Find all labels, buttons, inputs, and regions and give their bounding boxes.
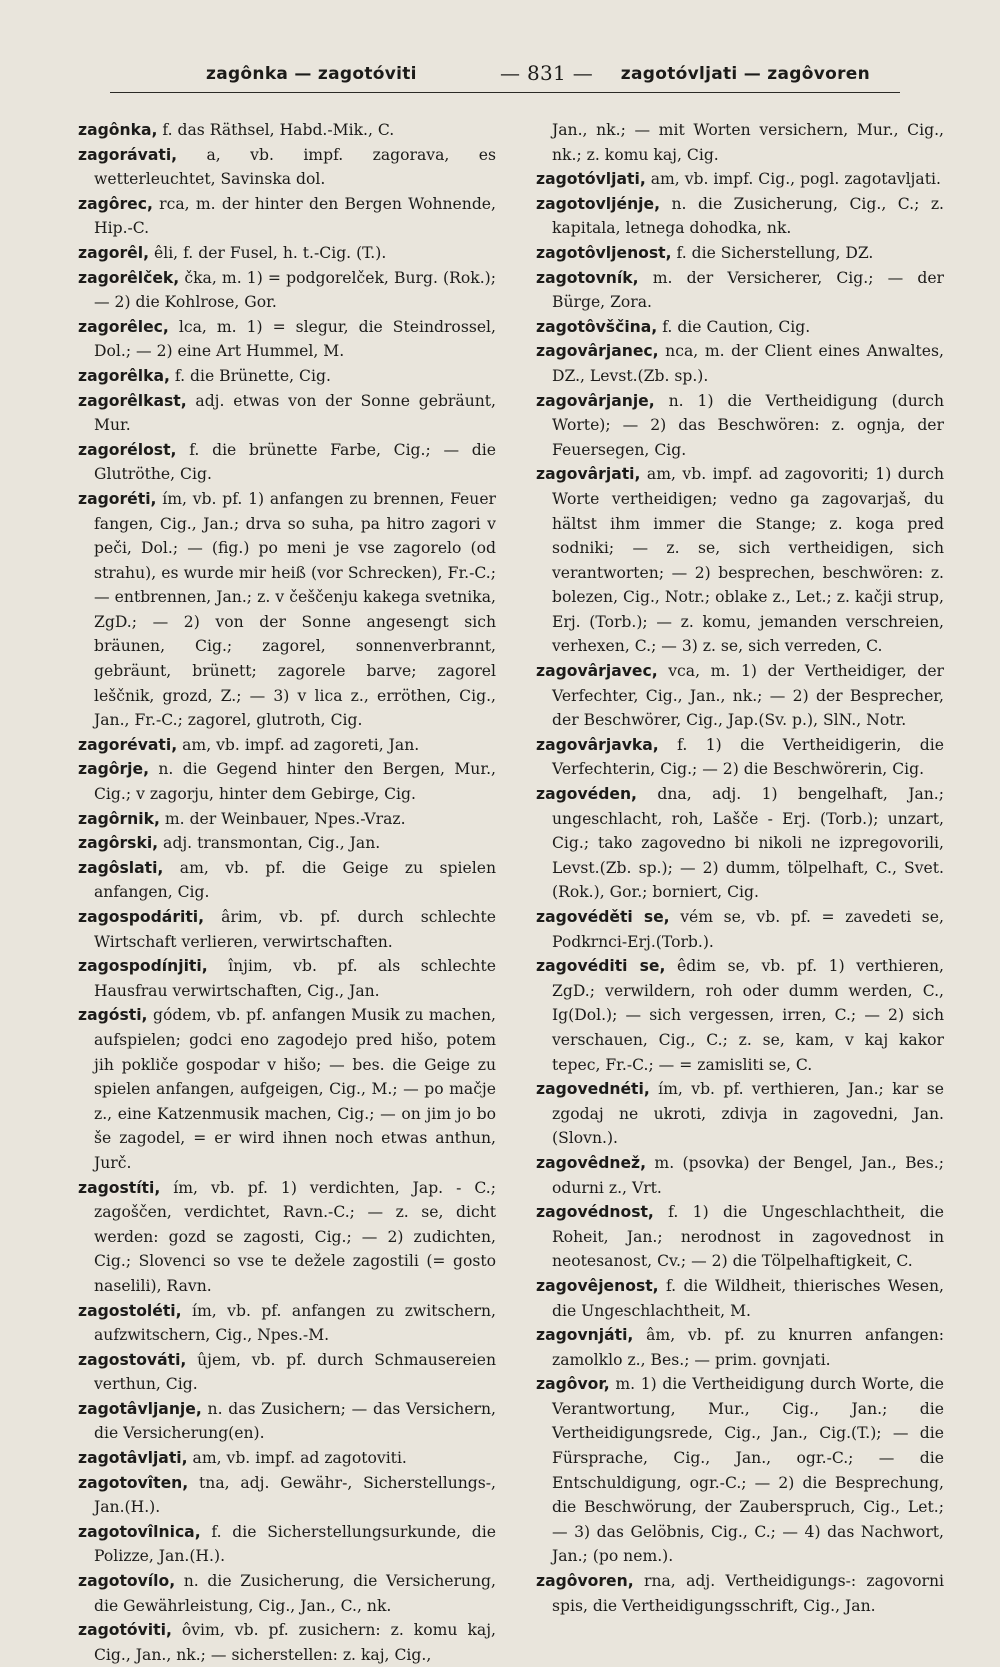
entry-definition: tna, adj. Gewähr-, Sicherstellungs-, Jan.(H.). <box>94 1473 496 1517</box>
entry-headword: zagorêlka, <box>78 366 170 385</box>
entry-definition: dna, adj. 1) bengelhaft, Jan.; ungeschlacht, roh, Lašče - Erj. (Torb.); unzart, Cig.; tako zagovedno bi nikoli ne izpregovorili, Levst.(Zb. sp.); — 2) dumm, tölpelhaft, C., Svet.(Rok.), Gor.; borniert, Cig. <box>552 785 944 902</box>
entry-headword: zagôrski, <box>78 834 159 853</box>
header-left-guide-words: zagônka — zagotóviti <box>206 64 417 84</box>
dictionary-entry <box>536 733 944 782</box>
dictionary-entry <box>78 1520 496 1569</box>
entry-headword: zagotôvljenost, <box>536 243 672 262</box>
right-column <box>536 118 944 1618</box>
dictionary-entry <box>78 1446 496 1471</box>
entry-definition: n. die Zusicherung, Cig., C.; z. kapitala, letnega dohodka, nk. <box>552 194 944 238</box>
entry-headword: zagôvoren, <box>536 1572 634 1591</box>
entry-headword: zagostováti, <box>78 1350 187 1369</box>
entry-headword: zagorêl, <box>78 243 150 262</box>
entry-headword: zagovédnost, <box>536 1203 654 1222</box>
dictionary-entry <box>78 266 496 315</box>
entry-definition: f. 1) die Vertheidigerin, die Verfechterin, Cig.; — 2) die Beschwörerin, Cig. <box>552 735 944 779</box>
dictionary-entry <box>536 167 944 192</box>
entry-definition: f. das Räthsel, Habd.-Mik., C. <box>157 121 395 139</box>
entry-headword: zagôrec, <box>78 194 153 213</box>
entry-headword: zagôvor, <box>536 1375 610 1394</box>
entry-definition: n. das Zusichern; — das Versichern, die Versicherung(en). <box>94 1399 496 1443</box>
dictionary-entry <box>536 1323 944 1372</box>
entry-headword: zagôslati, <box>78 858 164 877</box>
dictionary-entry <box>536 1274 944 1323</box>
entry-headword: zagotovník, <box>536 268 639 287</box>
entry-definition: ím, vb. pf. 1) anfangen zu brennen, Feuer fangen, Cig., Jan.; drva so suha, pa hitro zagori v peči, Dol.; — (fig.) po meni je vse zagorelo (od strahu), es wurde mir heiß (vor Schrecken), Fr.-C.; — entbrennen, Jan.; z. v češčenju kakega svetnika, ZgD.; — 2) von der Sonne angesengt sich bräunen, Cig.; zagorel, sonnenverbrannt, gebräunt, brünett; zagorele barve; zagorel leščnik, grozd, Z.; — 3) v lica z., erröthen, Cig., Jan., Fr.-C.; zagorel, glutroth, Cig. <box>94 489 496 730</box>
dictionary-entry <box>536 1200 944 1274</box>
entry-headword: zagôrnik, <box>78 809 160 828</box>
dictionary-entry <box>78 757 496 806</box>
entry-definition: am, vb. impf. ad zagotoviti. <box>187 1449 407 1468</box>
entry-definition: adj. etwas von der Sonne gebräunt, Mur. <box>94 391 496 435</box>
dictionary-entry <box>78 1397 496 1446</box>
entry-headword: zagotovílo, <box>78 1572 176 1591</box>
entry-definition: êli, f. der Fusel, h. t.-Cig. (T.). <box>149 243 387 262</box>
entry-headword: zagorêlec, <box>78 317 169 336</box>
entry-definition: am, vb. impf. Cig., pogl. zagotavljati. <box>645 170 941 189</box>
entry-definition: f. die brünette Farbe, Cig.; — die Glutröthe, Cig. <box>94 440 496 484</box>
dictionary-entry <box>78 143 496 192</box>
entry-headword: zagotovîten, <box>78 1473 189 1492</box>
dictionary-entry <box>78 954 496 1003</box>
entry-definition: f. die Sicherstellungsurkunde, die Polizze, Jan.(H.). <box>94 1522 496 1566</box>
dictionary-entry <box>78 241 496 266</box>
dictionary-entry <box>78 389 496 438</box>
dictionary-entry <box>536 315 944 340</box>
entry-headword: zagorávati, <box>78 145 178 164</box>
page-number: — 831 — <box>500 61 593 85</box>
dictionary-entry <box>536 462 944 659</box>
entry-headword: zagotóviti, <box>78 1621 172 1640</box>
entry-definition: lca, m. 1) = slegur, die Steindrossel, Dol.; — 2) eine Art Hummel, M. <box>94 317 496 361</box>
entry-definition: ôvim, vb. pf. zusichern: z. komu kaj, Cig., Jan., nk.; — sicherstellen: z. kaj, Cig., <box>94 1621 496 1664</box>
entry-headword: zagovéděti se, <box>536 908 670 926</box>
entry-definition: âm, vb. pf. zu knurren anfangen: zamolklo z., Bes.; — prim. govnjati. <box>552 1326 944 1369</box>
dictionary-entry <box>78 1618 496 1667</box>
entry-headword: zagovârjati, <box>536 465 641 484</box>
dictionary-entry <box>536 266 944 315</box>
entry-headword: zagotovîlnica, <box>78 1522 201 1541</box>
dictionary-entry <box>536 905 944 954</box>
entry-headword: zagovednéti, <box>536 1080 650 1099</box>
entry-headword: zagovârjanje, <box>536 391 655 410</box>
dictionary-entry <box>78 831 496 856</box>
dictionary-entry <box>536 339 944 388</box>
entry-headword: zagovéden, <box>536 785 637 804</box>
left-column <box>78 118 496 1667</box>
dictionary-entry <box>536 389 944 463</box>
dictionary-entry <box>78 487 496 733</box>
entry-definition: f. die Wildheit, thierisches Wesen, die Ungeschlachtheit, M. <box>552 1276 944 1320</box>
entry-definition: n. 1) die Vertheidigung (durch Worte); — 2) das Beschwören: z. ognja, der Feuersegen, Cig. <box>552 391 944 459</box>
entry-headword: zagôrje, <box>78 760 150 779</box>
dictionary-entry <box>78 438 496 487</box>
entry-definition: ím, vb. pf. verthieren, Jan.; kar se zgodaj ne ukroti, zdivja in zagovedni, Jan.(Slovn.). <box>552 1080 944 1148</box>
entry-definition: m. der Versicherer, Cig.; — der Bürge, Zora. <box>552 268 944 312</box>
dictionary-entry <box>78 1348 496 1397</box>
entry-headword: zagotâvljati, <box>78 1449 188 1468</box>
entry-headword: zagostoléti, <box>78 1301 182 1320</box>
dictionary-entry <box>78 118 496 143</box>
entry-definition: am, vb. pf. die Geige zu spielen anfangen, Cig. <box>94 858 496 902</box>
entry-definition: a, vb. impf. zagorava, es wetterleuchtet, Savinska dol. <box>94 145 496 189</box>
entry-headword: zagovârjavec, <box>536 662 658 681</box>
entry-definition: ârim, vb. pf. durch schlechte Wirtschaft verlieren, verwirtschaften. <box>94 908 496 951</box>
dictionary-entry <box>536 1372 944 1569</box>
entry-headword: zagorêlček, <box>78 268 180 287</box>
entry-definition: vca, m. 1) der Vertheidiger, der Verfechter, Cig., Jan., nk.; — 2) der Besprecher, der Beschwörer, Cig., Jap.(Sv. p.), SlN., Notr. <box>552 662 944 730</box>
dictionary-entry <box>78 1176 496 1299</box>
entry-definition: rna, adj. Vertheidigungs-: zagovorni spis, die Vertheidigungsschrift, Cig., Jan. <box>552 1572 944 1615</box>
running-head <box>110 58 900 93</box>
entry-definition: f. die Sicherstellung, DZ. <box>671 243 874 262</box>
entry-definition: nca, m. der Client eines Anwaltes, DZ., Levst.(Zb. sp.). <box>552 342 944 385</box>
entry-definition: ím, vb. pf. 1) verdichten, Jap. - C.; zagoščen, verdichtet, Ravn.-C.; — z. se, dicht werden: gozd se zagosti, Cig.; — 2) zudichten, Cig.; Slovenci so vse te dežele zagostili (= gosto naselili), Ravn. <box>94 1178 496 1295</box>
dictionary-entry <box>536 659 944 733</box>
dictionary-entry <box>78 315 496 364</box>
entry-headword: zagotâvljanje, <box>78 1399 202 1418</box>
entry-headword: zagotôvščina, <box>536 317 658 336</box>
dictionary-entry <box>78 364 496 389</box>
dictionary-entry <box>536 1569 944 1618</box>
entry-definition: rca, m. der hinter den Bergen Wohnende, Hip.-C. <box>94 194 496 238</box>
entry-definition: êdim se, vb. pf. 1) verthieren, ZgD.; verwildern, roh oder dumm werden, C., Ig(Dol.); — sich vergessen, irren, C.; — 2) sich verschauen, Cig., C.; z. se, kam, v kaj kakor tepec, Fr.-C.; — = zamisliti se, C. <box>552 957 945 1074</box>
dictionary-entry <box>78 1471 496 1520</box>
entry-headword: zagovârjanec, <box>536 342 659 361</box>
entry-headword: zagorévati, <box>78 735 178 754</box>
entry-definition: m. (psovka) der Bengel, Jan., Bes.; odurni z., Vrt. <box>552 1153 944 1197</box>
dictionary-entry <box>536 954 944 1077</box>
dictionary-entry <box>536 192 944 241</box>
entry-definition: f. 1) die Ungeschlachtheit, die Roheit, Jan.; nerodnost in zagovednost in neotesanost, Cv.; — 2) die Tölpelhaftigkeit, C. <box>552 1203 944 1271</box>
dictionary-entry <box>78 807 496 832</box>
entry-definition: f. die Caution, Cig. <box>657 317 811 336</box>
entry-definition: înjim, vb. pf. als schlechte Hausfrau verwirtschaften, Cig., Jan. <box>94 957 496 1000</box>
dictionary-entry <box>536 782 944 905</box>
entry-definition: am, vb. impf. ad zagovoriti; 1) durch Worte vertheidigen; vedno ga zagovarjaš, du hältst ihm immer die Stange; z. koga pred sodniki; — z. se, sich vertheidigen, sich verantworten; — 2) besprechen, beschwören: z. bolezen, Cig., Notr.; oblake z., Let.; z. kačji strup, Erj. (Torb.); — z. komu, jemanden verschreien, verhexen, C.; — 3) z. se, sich verreden, C. <box>552 465 944 656</box>
entry-definition: čka, m. 1) = podgorelček, Burg. (Rok.); — 2) die Kohlrose, Gor. <box>94 268 496 312</box>
dictionary-entry <box>536 1151 944 1200</box>
dictionary-entry <box>78 856 496 905</box>
entry-definition: vém se, vb. pf. = zavedeti se, Podkrnci-Erj.(Torb.). <box>552 908 944 951</box>
entry-definition: am, vb. impf. ad zagoreti, Jan. <box>177 735 420 754</box>
dictionary-entry <box>78 1003 496 1175</box>
entry-headword: zagospodáriti, <box>78 908 205 926</box>
entry-headword: zagovêjenost, <box>536 1276 659 1295</box>
entry-headword: zagovnjáti, <box>536 1326 634 1345</box>
dictionary-entry <box>536 1077 944 1151</box>
entry-headword: zagospodínjiti, <box>78 957 208 976</box>
dictionary-entry <box>78 192 496 241</box>
entry-headword: zagônka, <box>78 121 158 139</box>
entry-definition: m. der Weinbauer, Npes.-Vraz. <box>159 809 406 828</box>
entry-headword: zagorélost, <box>78 440 177 459</box>
dictionary-entry <box>78 1299 496 1348</box>
entry-definition: f. die Brünette, Cig. <box>169 366 331 385</box>
entry-headword: zagorêlkast, <box>78 391 187 410</box>
entry-definition: n. die Gegend hinter den Bergen, Mur., Cig.; v zagorju, hinter dem Gebirge, Cig. <box>94 760 496 804</box>
entry-headword: zagovéditi se, <box>536 957 666 976</box>
dictionary-entry <box>536 118 944 167</box>
dictionary-entry <box>78 1569 496 1618</box>
entry-headword: zagoréti, <box>78 489 157 508</box>
header-right-guide-words: zagotóvljati — zagôvoren <box>620 64 870 84</box>
entry-definition: ûjem, vb. pf. durch Schmausereien verthun, Cig. <box>94 1350 496 1394</box>
entry-headword: zagotovljénje, <box>536 194 661 213</box>
entry-definition: adj. transmontan, Cig., Jan. <box>158 834 381 853</box>
entry-headword: zagostíti, <box>78 1178 161 1197</box>
entry-headword: zagotóvljati, <box>536 170 646 189</box>
entry-definition: gódem, vb. pf. anfangen Musik zu machen, aufspielen; godci eno zagodejo pred hišo, potem jih pokliče gospodar v hišo; — bes. die Geige zu spielen anfangen, aufgeigen, Cig., M.; — po mačje z., eine Katzenmusik machen, Cig.; — on jim jo bo še zagodel, = er wird ihnen noch etwas anthun, Jurč. <box>94 1006 496 1172</box>
entry-headword: zagovârjavka, <box>536 735 659 754</box>
dictionary-entry <box>78 905 496 954</box>
entry-headword: zagósti, <box>78 1006 148 1025</box>
entry-definition: m. 1) die Vertheidigung durch Worte, die Verantwortung, Mur., Cig., Jan.; die Vertheidigungsrede, Cig., Jan., Cig.(T.); — die Fürsprache, Cig., Jan., ogr.-C.; — die Entschuldigung, ogr.-C.; — 2) die Besprechung, die Beschwörung, der Zauberspruch, Cig., Let.; — 3) das Gelöbnis, Cig., C.; — 4) das Nachwort, Jan.; (po nem.). <box>552 1375 944 1566</box>
dictionary-entry <box>78 733 496 758</box>
dictionary-entry <box>536 241 944 266</box>
entry-definition: ím, vb. pf. anfangen zu zwitschern, aufzwitschern, Cig., Npes.-M. <box>94 1301 496 1345</box>
entry-headword: zagovêdnež, <box>536 1153 647 1172</box>
entry-definition: Jan., nk.; — mit Worten versichern, Mur., Cig., nk.; z. komu kaj, Cig. <box>552 121 944 164</box>
entry-definition: n. die Zusicherung, die Versicherung, die Gewährleistung, Cig., Jan., C., nk. <box>94 1572 496 1615</box>
